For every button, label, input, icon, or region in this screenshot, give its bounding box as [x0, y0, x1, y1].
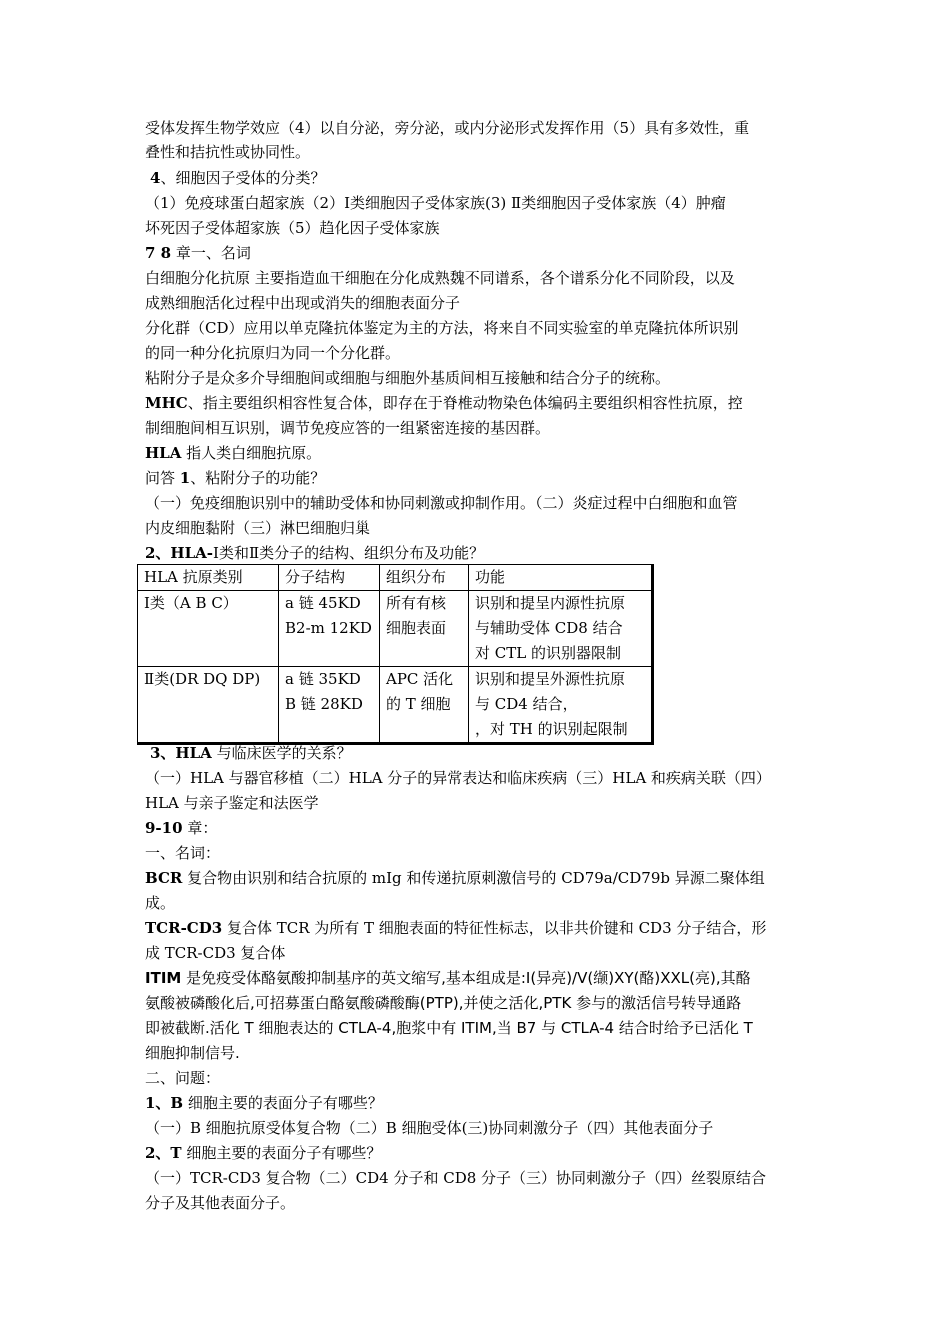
line-text: 指人类白细胞抗原。 [181, 444, 322, 462]
bold-term: ITIM [145, 969, 182, 987]
row2-class: Ⅱ类(DR DQ DP) [138, 667, 279, 744]
bold-term: MHC [145, 394, 188, 412]
line-text: Ⅰ类和Ⅱ类分子的结构、组织分布及功能？ [213, 544, 485, 562]
line-text: 细胞主要的表面分子有哪些？ [181, 1144, 382, 1162]
line-text: 即被截断.活化 T 细胞表达的 CTLA-4,胞浆中有 ITIM,当 B7 与 CTLA-4 结合时给予已活化 T [145, 1019, 753, 1037]
line-text: 受体发挥生物学效应（4）以自分泌，旁分泌，或内分泌形式发挥作用（5）具有多效性，重 [145, 119, 750, 137]
bold-term: 3、HLA [150, 744, 212, 762]
text-line [145, 1016, 753, 1040]
text-line [145, 241, 251, 265]
row1-function [469, 591, 653, 667]
line-text: 是免疫受体酪氨酸抑制基序的英文缩写,基本组成是:I(异亮)/V(缬)XY(酪)XXL(亮),其酪 [181, 969, 751, 987]
line-text: 问答 [145, 469, 180, 487]
row2-function-line: 识别和提呈外源性抗原 [475, 670, 626, 688]
text-line [145, 891, 175, 915]
table-header-row [138, 565, 653, 591]
text-line [145, 341, 400, 365]
line-text: 成熟细胞活化过程中出现或消失的细胞表面分子 [145, 294, 461, 312]
header-structure: 分子结构 [279, 565, 380, 591]
line-text: 分化群（CD）应用以单克隆抗体鉴定为主的方法，将来自不同实验室的单克隆抗体所识别 [145, 319, 739, 337]
header-function: 功能 [469, 565, 653, 591]
header-distribution: 组织分布 [380, 565, 469, 591]
row2-distribution-line: APC 活化 [386, 670, 454, 688]
line-text: 复合物由识别和结合抗原的 mIg 和传递抗原刺激信号的 CD79a/CD79b 异源二聚体组 [182, 869, 765, 887]
table-row [138, 591, 653, 667]
line-text: 、细胞因子受体的分类？ [160, 169, 326, 187]
text-line [145, 1166, 766, 1190]
text-line [150, 741, 352, 765]
bold-term: HLA [145, 444, 182, 462]
row2-structure-line: a 链 35KD [285, 670, 361, 688]
text-line [145, 816, 217, 840]
line-text: 叠性和拮抗性或协同性。 [145, 143, 311, 161]
text-line [145, 841, 220, 865]
bold-term: 1、B [145, 1094, 184, 1112]
line-text: 、指主要组织相容性复合体，即存在于脊椎动物染色体编码主要组织相容性抗原，控 [187, 394, 743, 412]
line-text: 氨酸被磷酸化后,可招募蛋白酪氨酸磷酸酶(PTP),并使之活化,PTK 参与的激活信号转导通路 [145, 994, 742, 1012]
bold-term: 2、HLA- [145, 544, 214, 562]
text-line [145, 316, 739, 340]
text-line [145, 966, 751, 990]
text-line [145, 116, 749, 140]
text-line [145, 1066, 220, 1090]
hla-table [137, 564, 654, 745]
line-text: 成 TCR-CD3 复合体 [145, 944, 286, 962]
text-line [145, 916, 766, 940]
row1-distribution-line: 细胞表面 [386, 619, 447, 637]
row2-distribution [380, 667, 469, 744]
bold-term: 4 [150, 169, 161, 187]
line-text: （一）HLA 与器官移植（二）HLA 分子的异常表达和临床疾病（三）HLA 和疾病关联（四） [145, 769, 771, 787]
row1-function-line: 与辅助受体 CD8 结合 [475, 619, 623, 637]
row1-distribution [380, 591, 469, 667]
text-line [145, 791, 319, 815]
line-text: 与临床医学的关系？ [211, 744, 352, 762]
row1-function-line: 识别和提呈内源性抗原 [475, 594, 626, 612]
text-line [145, 941, 285, 965]
text-line [145, 466, 325, 490]
text-line [145, 1191, 295, 1215]
bold-term: BCR [145, 869, 183, 887]
bold-term: 9-10 [145, 819, 183, 837]
line-text: 坏死因子受体超家族（5）趋化因子受体家族 [145, 219, 440, 237]
text-line [145, 766, 771, 790]
row2-distribution-line: 的 T 细胞 [386, 695, 451, 713]
text-line [150, 166, 325, 190]
text-line [145, 391, 743, 415]
text-line [145, 516, 370, 540]
line-text: 白细胞分化抗原 主要指造血干细胞在分化成熟魏不同谱系，各个谱系分化不同阶段，以及 [145, 269, 735, 287]
line-text: 成。 [145, 894, 176, 912]
row2-structure-line: B 链 28KD [285, 695, 363, 713]
line-text: HLA 与亲子鉴定和法医学 [145, 794, 319, 812]
row2-function-line: 与 CD4 结合， [475, 695, 578, 713]
text-line [145, 491, 738, 515]
text-line [145, 1041, 240, 1065]
line-text: 章： [182, 819, 218, 837]
row2-function-line: ，对 TH 的识别起限制 [475, 720, 628, 738]
text-line [145, 1116, 713, 1140]
line-text: 分子及其他表面分子。 [145, 1194, 296, 1212]
text-line [145, 1141, 381, 1165]
line-text: 粘附分子是众多介导细胞间或细胞与细胞外基质间相互接触和结合分子的统称。 [145, 369, 671, 387]
text-line [145, 441, 321, 465]
line-text: 复合体 TCR 为所有 T 细胞表面的特征性标志，以非共价键和 CD3 分子结合，形 [222, 919, 767, 937]
bold-term: 7 8 [145, 244, 172, 262]
line-text: 的同一种分化抗原归为同一个分化群。 [145, 344, 401, 362]
text-line [145, 191, 726, 215]
text-line [145, 366, 670, 390]
row1-distribution-line: 所有有核 [386, 594, 447, 612]
row1-structure-line: a 链 45KD [285, 594, 361, 612]
line-text: 内皮细胞黏附（三）淋巴细胞归巢 [145, 519, 371, 537]
row2-structure [279, 667, 380, 744]
text-line [145, 1091, 383, 1115]
row1-structure [279, 591, 380, 667]
row1-structure-line: B2-m 12KD [285, 619, 372, 637]
line-text: 制细胞间相互识别，调节免疫应答的一组紧密连接的基因群。 [145, 419, 551, 437]
line-text: （一）B 细胞抗原受体复合物（二）B 细胞受体(三)协同刺激分子（四）其他表面分子 [145, 1119, 714, 1137]
bold-term: 1 [179, 469, 191, 487]
header-hla-class: HLA 抗原类别 [138, 565, 279, 591]
line-text: （1）免疫球蛋白超家族（2）Ⅰ类细胞因子受体家族(3) Ⅱ类细胞因子受体家族（4）肿瘤 [145, 194, 726, 212]
text-line [145, 416, 550, 440]
text-line [145, 291, 460, 315]
line-text: 章一、名词 [171, 244, 251, 262]
text-line [145, 866, 765, 890]
row1-class: Ⅰ类（A B C） [138, 591, 279, 667]
line-text: 细胞主要的表面分子有哪些？ [183, 1094, 383, 1112]
text-line [145, 266, 735, 290]
text-line [145, 991, 741, 1015]
line-text: 细胞抑制信号. [145, 1044, 240, 1062]
line-text: 一、名词： [145, 844, 221, 862]
text-line [145, 140, 310, 164]
table-row [138, 667, 653, 744]
line-text: 、粘附分子的功能？ [190, 469, 326, 487]
row2-function [469, 667, 653, 744]
bold-term: TCR-CD3 [145, 919, 223, 937]
line-text: 二、问题： [145, 1069, 221, 1087]
row1-function-line: 对 CTL 的识别器限制 [475, 644, 621, 662]
bold-term: 2、T [145, 1144, 182, 1162]
line-text: （一）免疫细胞识别中的辅助受体和协同刺激或抑制作用。（二）炎症过程中白细胞和血管 [145, 494, 738, 512]
text-line [145, 216, 440, 240]
text-line [145, 541, 484, 565]
line-text: （一）TCR-CD3 复合物（二）CD4 分子和 CD8 分子（三）协同刺激分子（四）丝裂原结合 [145, 1169, 767, 1187]
